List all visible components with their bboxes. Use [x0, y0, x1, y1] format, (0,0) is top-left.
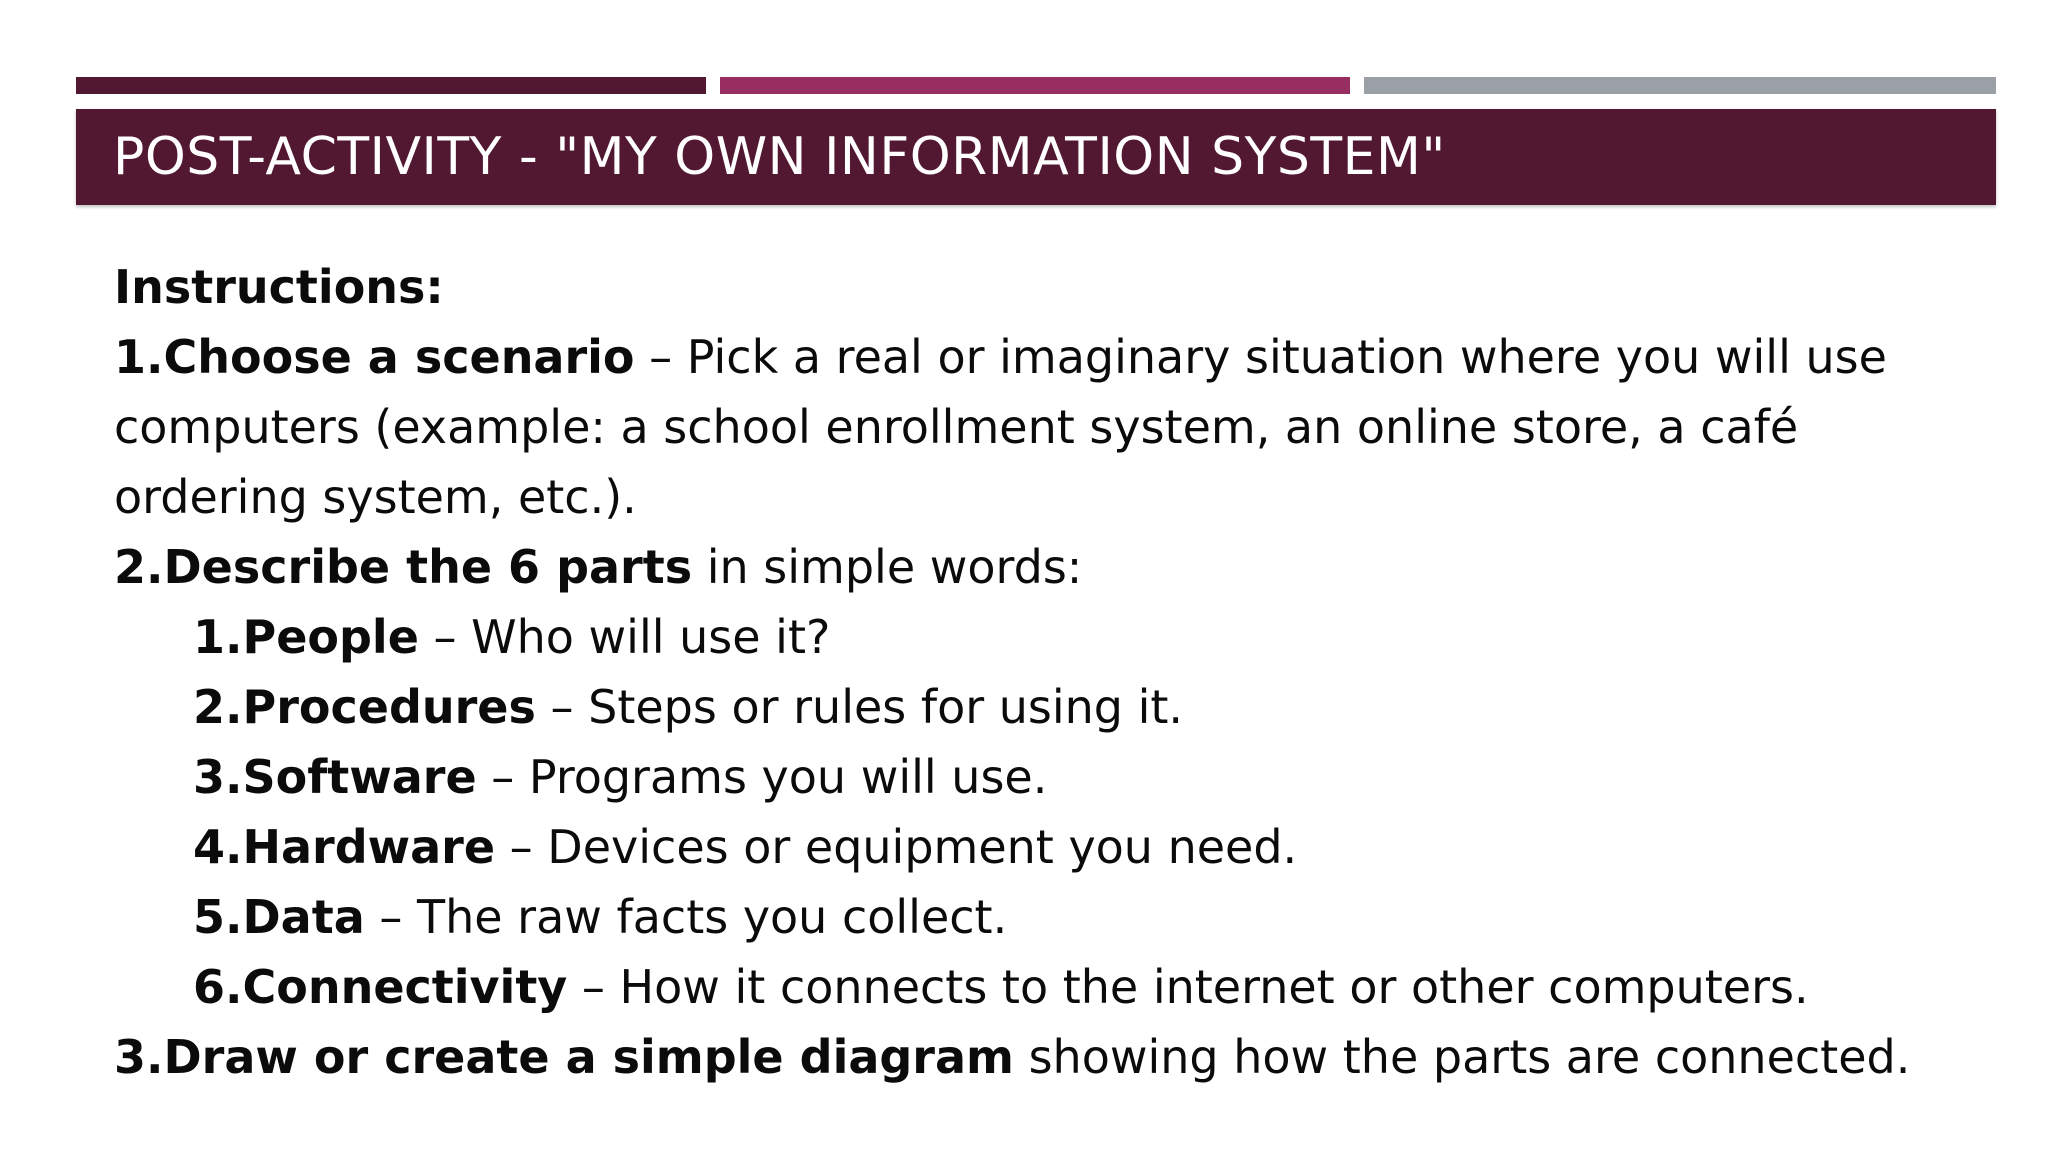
instructions-heading: Instructions:	[114, 260, 444, 314]
slide-title: POST-ACTIVITY - "MY OWN INFORMATION SYSTEM"	[113, 127, 1446, 187]
part-label: 3.Software	[193, 750, 477, 804]
step-1-line-3	[114, 462, 2014, 532]
part-description: – How it connects to the internet or other computers.	[567, 960, 1809, 1014]
part-item-hardware	[114, 812, 2014, 882]
step-3-title: 3.Draw or create a simple diagram	[114, 1030, 1014, 1084]
accent-bar-magenta	[720, 77, 1350, 94]
title-band	[76, 109, 1996, 205]
step-3-line	[114, 1022, 2014, 1092]
part-description: – Who will use it?	[418, 610, 831, 664]
step-1-line-2	[114, 392, 2014, 462]
part-label: 2.Procedures	[193, 680, 536, 734]
part-label: 6.Connectivity	[193, 960, 568, 1014]
accent-bar-dark	[76, 77, 706, 94]
step-2-line	[114, 532, 2014, 602]
part-item-people	[114, 602, 2014, 672]
step-3-text: showing how the parts are connected.	[1013, 1030, 1911, 1084]
instructions-heading-line	[114, 252, 2014, 322]
accent-bar-gray	[1364, 77, 1996, 94]
step-1-text-cont: computers (example: a school enrollment system, an online store, a café	[114, 400, 1799, 454]
part-label: 1.People	[193, 610, 419, 664]
part-description: – The raw facts you collect.	[364, 890, 1008, 944]
part-item-data	[114, 882, 2014, 952]
part-item-software	[114, 742, 2014, 812]
part-item-procedures	[114, 672, 2014, 742]
step-1-line-1	[114, 322, 2014, 392]
step-1-text-end: ordering system, etc.).	[114, 470, 637, 524]
step-2-text: in simple words:	[692, 540, 1083, 594]
slide-body	[114, 252, 2014, 1092]
part-label: 5.Data	[193, 890, 365, 944]
part-label: 4.Hardware	[193, 820, 496, 874]
part-description: – Steps or rules for using it.	[535, 680, 1184, 734]
part-description: – Devices or equipment you need.	[495, 820, 1298, 874]
step-2-title: 2.Describe the 6 parts	[114, 540, 693, 594]
part-description: – Programs you will use.	[476, 750, 1048, 804]
part-item-connectivity	[114, 952, 2014, 1022]
step-1-text: – Pick a real or imaginary situation where you will use	[634, 330, 1887, 384]
step-1-title: 1.Choose a scenario	[114, 330, 635, 384]
